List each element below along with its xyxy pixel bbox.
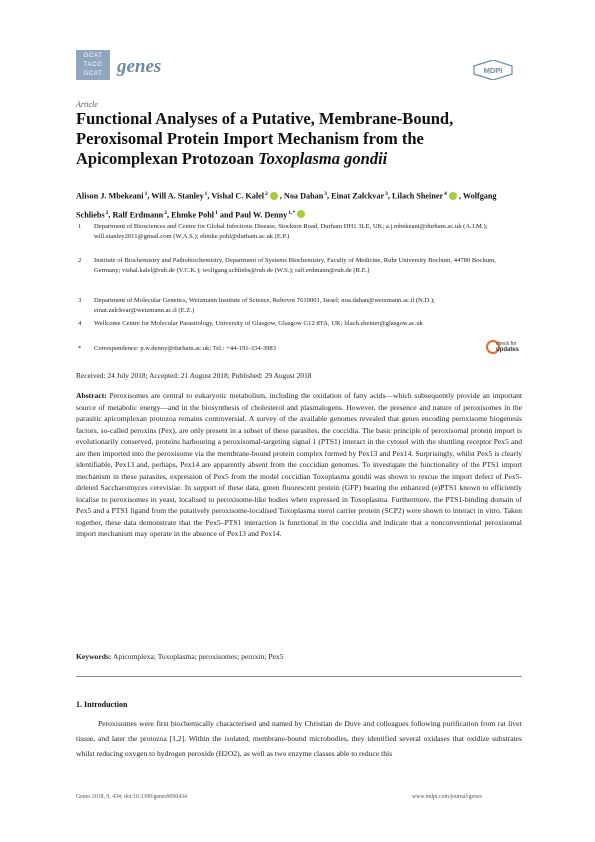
author-affiliation-marker: 4 bbox=[444, 191, 447, 197]
author-name: Noa Dahan bbox=[283, 191, 324, 201]
title-main: Functional Analyses of a Putative, Membrane-Bound, Peroxisomal Protein Import Mechanism from the Apicomplexan Protozoan bbox=[76, 109, 454, 168]
journal-logo bbox=[76, 50, 110, 80]
author-name: Wolfgang Schliebs bbox=[76, 191, 497, 220]
author-name: Einat Zalckvar bbox=[331, 191, 385, 201]
author-name: Vishal C. Kalel bbox=[211, 191, 265, 201]
affiliation bbox=[78, 256, 518, 276]
abstract bbox=[76, 390, 522, 540]
article-type: Article bbox=[76, 100, 98, 109]
affiliation-text: Institute of Biochemistry and Pathobiochemistry, Department of Systems Biochemistry, Faculty of Medicine, Ruhr University Bochum, 44780 Bochum, Germany; vishal.kalel@rub.de (V.C.K.); wolfgang.schliebs@rub.de (W.S.); ralf.erdmann@rub.de (R.E.) bbox=[94, 257, 496, 275]
correspondence-text: Correspondence: p.w.denny@durham.ac.uk; Tel.: +44-191-334-3983 bbox=[94, 345, 277, 352]
logo-line: TACG bbox=[83, 61, 103, 68]
abstract-label: Abstract: bbox=[76, 391, 107, 400]
title-species: Toxoplasma gondii bbox=[258, 149, 388, 168]
author-affiliation-marker: 1 bbox=[215, 209, 218, 216]
correspondence-marker: * bbox=[78, 345, 82, 352]
affiliation-text: Department of Biosciences and Centre for Global Infectious Disease, Stockton Road, Durham DH1 3LE, UK; a.j.mbekeani@durham.ac.uk (A.J.M.); will.stanley2011@gmail.com (W.A.S.); ehmke.pohl@durham.ac.uk (E.P.) bbox=[94, 223, 488, 241]
affiliation-text: Wellcome Centre for Molecular Parasitology, University of Glasgow, Glasgow G12 8TA, UK; lilach.sheiner@glasgow.ac.uk bbox=[94, 320, 423, 327]
publication-dates: Received: 24 July 2018; Accepted: 21 August 2018; Published: 29 August 2018 bbox=[76, 371, 312, 380]
affiliation-number: 2 bbox=[78, 257, 82, 264]
affiliation-number: 1 bbox=[78, 223, 82, 230]
orcid-icon[interactable] bbox=[449, 192, 457, 200]
journal-name: genes bbox=[117, 56, 162, 77]
author-affiliation-marker: 2 bbox=[105, 209, 109, 216]
orcid-icon[interactable] bbox=[270, 192, 278, 200]
keywords bbox=[76, 652, 522, 661]
author-affiliation-marker: 1 bbox=[204, 191, 208, 197]
affiliation bbox=[78, 296, 518, 316]
journal-url[interactable]: www.mdpi.com/journal/genes bbox=[412, 794, 482, 800]
author-name: Ehmke Pohl bbox=[171, 210, 215, 220]
affiliation-number: 3 bbox=[78, 297, 82, 304]
logo-line: GCAT bbox=[83, 70, 103, 77]
author-name: Will A. Stanley bbox=[151, 191, 204, 201]
check-updates-line2: updates bbox=[496, 347, 520, 353]
author-name: Ralf Erdmann bbox=[112, 210, 164, 220]
keywords-text: Apicomplexa; Toxoplasma; peroxisomes; peroxin; Pex5 bbox=[112, 652, 284, 661]
author-affiliation-marker: 1,* bbox=[288, 209, 296, 216]
mdpi-logo bbox=[472, 60, 514, 80]
check-for-updates-badge[interactable] bbox=[486, 340, 520, 364]
abstract-text: Peroxisomes are central to eukaryotic metabolism, including the oxidation of fatty acids—which subsequently provide an important source of metabolic energy—and in the biosynthesis of cholesterol and plasmalogens. However, the presence and nature of peroxisomes in the parasitic apicomplexan protozoa remains controversial. A survey of the available genomes revealed that genes encoding peroxisome biogenesis factors, so-called peroxins (Pex), are only present in a subset of these parasites, the coccidia. The basic principle of peroxisomal protein import is evolutionarily conserved, proteins harbouring a peroxisomal-targeting signal 1 (PTS1) interact in the cytosol with the shuttling receptor Pex5 and are then imported into the peroxisome via the membrane-bound protein complex formed by Pex13 and Pex14. Surprisingly, whilst Pex5 is clearly identifiable, Pex13 and, perhaps, Pex14 are apparently absent from the coccidian genomes. To investigate the functionality of the PTS1 import mechanism in these parasites, expression of Pex5 from the model coccidian Toxoplasma gondii was shown to rescue the import defect of Pex5-deleted Saccharomyces cerevisiae. In support of these data, green fluorescent protein (GFP) bearing the enhanced (e)PTS1 known to efficiently localise to peroxisomes in yeast, localised to peroxisome-like bodies when expressed in Toxoplasma. Furthermore, the PTS1-binding domain of Pex5 and a PTS1 ligand from the putatively peroxisome-localised Toxoplasma sterol carrier protein (SCP2) were shown to interact in vitro. Taken together, these data demonstrate that the Pex5–PTS1 interaction is functional in the coccidia and indicate that a nonconventional peroxisomal import mechanism may operate in the absence of Pex13 and Pex14. bbox=[76, 391, 522, 538]
logo-line: GCAT bbox=[83, 52, 103, 59]
correspondence bbox=[78, 344, 518, 354]
author-affiliation-marker: 2 bbox=[265, 191, 268, 197]
citation-footer: Genes 2018, 9, 434; doi:10.3390/genes9090434 bbox=[76, 794, 187, 800]
author-list: Alison J. Mbekeani$^1$, Will A. Stanley$^1$, Vishal C. Kalel$^2$ , Noa Dahan$^3$, Einat Zalckvar$^3$, Lilach Sheiner$^4$ , Wolfgang Schliebs$^2$, Ralf Erdmann$^2$, Ehmke Pohl$^1$ and Paul W. Denny$^{1,*}$ bbox=[76, 191, 497, 220]
affiliation-number: 4 bbox=[78, 320, 82, 327]
author-name: Lilach Sheiner bbox=[391, 191, 444, 201]
affiliation-text: Department of Molecular Genetics, Weizmann Institute of Science, Rehovot 7610001, Israel; noa.dahan@weizmann.ac.il (N.D.); einat.zalckvar@weizmann.ac.il (E.Z.) bbox=[94, 297, 435, 315]
mdpi-logo-text: MDPI bbox=[483, 66, 503, 75]
section-heading: 1. Introduction bbox=[76, 700, 128, 709]
introduction-text: Peroxisomes were first biochemically characterised and named by Christian de Duve and colleagues following purification from rat liver tissue, and later the protozoa [1,2]. Within the isolated, membrane-bound microbodies, they identified several oxidases that oxidize substrates whilst reducing oxygen to hydrogen peroxide (H2O2), as well as two enzyme classes able to reduce this bbox=[76, 719, 522, 758]
check-updates-line1: check for bbox=[496, 341, 517, 347]
author-affiliation-marker: 1 bbox=[144, 191, 148, 197]
author-affiliation-marker: 3 bbox=[385, 191, 388, 197]
affiliation bbox=[78, 222, 518, 242]
paper-title bbox=[76, 109, 526, 169]
keywords-label: Keywords: bbox=[76, 652, 112, 661]
author-name: Paul W. Denny bbox=[235, 210, 288, 220]
affiliation bbox=[78, 319, 518, 329]
author-affiliation-marker: 3 bbox=[324, 191, 328, 197]
author-affiliation-marker: 2 bbox=[164, 209, 167, 216]
section-divider bbox=[76, 676, 522, 677]
author-name: Alison J. Mbekeani bbox=[76, 191, 144, 201]
orcid-icon[interactable] bbox=[297, 210, 305, 218]
